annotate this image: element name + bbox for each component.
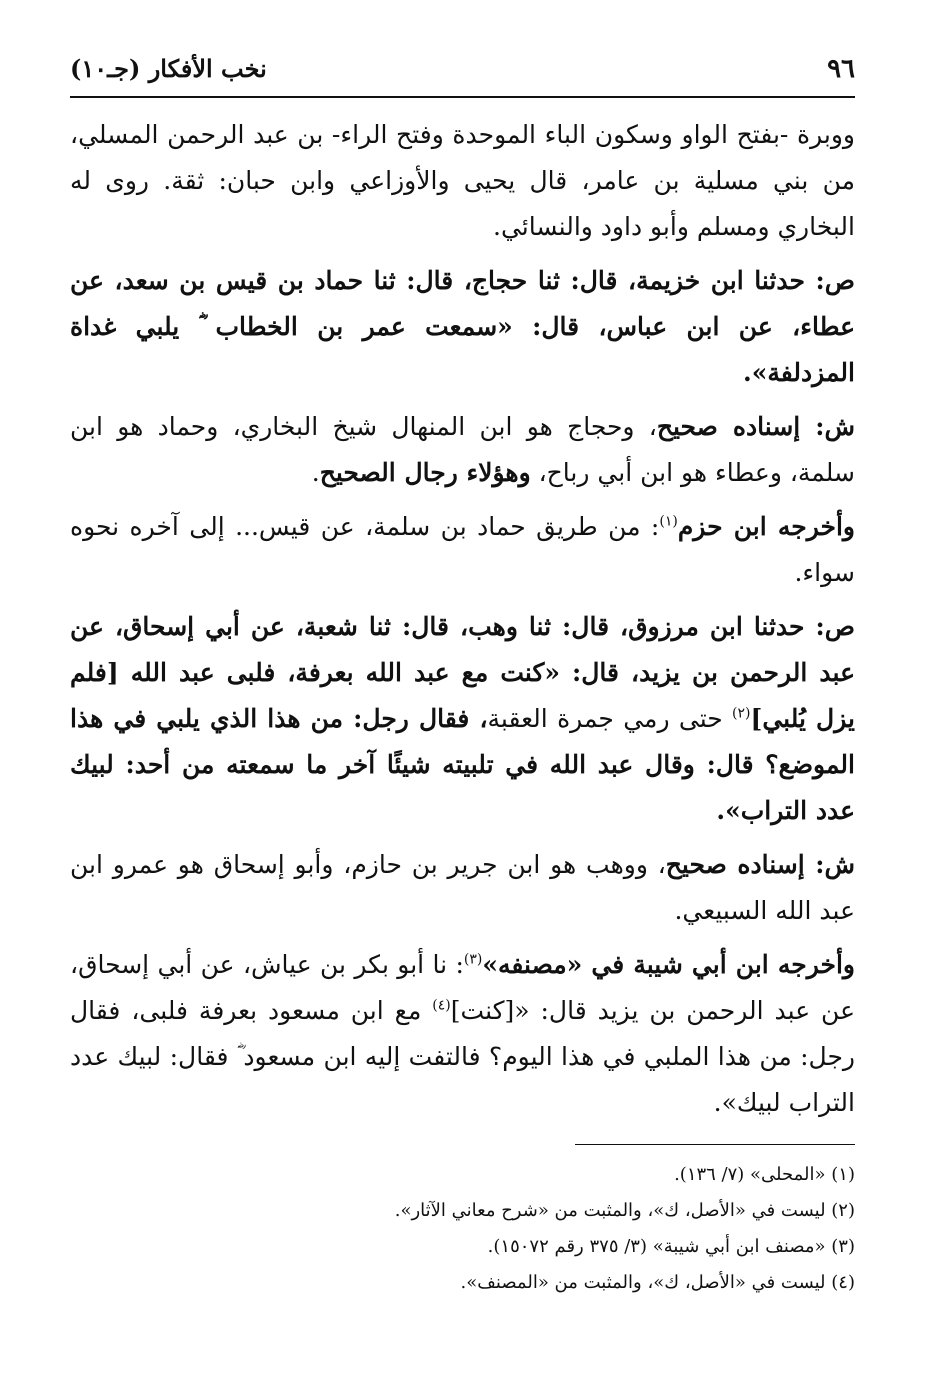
paragraph-hadith-1: ص: حدثنا ابن خزيمة، قال: ثنا حجاج، قال: ثنا حماد بن قيس بن سعد، عن عطاء، عن ابن عباس، قال: «سمعت عمر بن الخطاب ؓ يلبي غداة المزدلفة». <box>70 266 855 387</box>
takhrij-lead: وأخرجه ابن حزم <box>677 512 855 541</box>
footnote-separator <box>575 1144 855 1145</box>
page-number: ٩٦ <box>827 54 855 84</box>
commentary-end: . <box>311 458 320 487</box>
paragraph-takhrij-2 <box>70 942 855 1126</box>
footnote-4: (٤) ليست في «الأصل، ك»، والمثبت من «المصنف». <box>460 1272 855 1293</box>
takhrij-2-text: مع ابن مسعود بعرفة فلبى، فقال رجل: من هذا الملبي في هذا اليوم؟ فالتفت إليه ابن مسعود ؓ فقال: لبيك عدد التراب لبيك». <box>70 996 855 1117</box>
takhrij-2-lead: وأخرجه ابن أبي شيبة في «مصنفه» <box>482 950 855 979</box>
paragraph-hadith-2 <box>70 604 855 834</box>
commentary-2-lead: ش: إسناده صحيح <box>665 850 855 879</box>
book-page <box>70 54 855 1361</box>
hadith-2-part-b: ، فقال رجل: من هذا الذي يلبي في هذا الموضع؟ قال: وقال عبد الله في تلبيته شيئًا آخر ما سمعته من أحد: لبيك عدد التراب». <box>70 704 855 825</box>
takhrij-2-mid: : نا أبو بكر بن عياش، عن أبي إسحاق، عن عبد الرحمن بن يزيد قال: «[كنت] <box>70 950 855 1025</box>
paragraph-narrator-note: ووبرة -بفتح الواو وسكون الباء الموحدة وفتح الراء- بن عبد الرحمن المسلي، من بني مسلية بن عامر، قال يحيى والأوزاعي وابن حبان: ثقة. روى له البخاري ومسلم وأبو داود والنسائي. <box>70 120 855 241</box>
paragraph-takhrij-1 <box>70 504 855 596</box>
page-body <box>70 112 855 1126</box>
footnote-1: (١) «المحلى» (٧/ ١٣٦). <box>674 1164 855 1185</box>
paragraph-commentary-2 <box>70 842 855 934</box>
footnote-ref-1: (١) <box>659 513 678 530</box>
commentary-2-text: ، ووهب هو ابن جرير بن حازم، وأبو إسحاق هو عمرو ابن عبد الله السبيعي. <box>70 850 855 925</box>
takhrij-text: : من طريق حماد بن سلمة، عن قيس... إلى آخره نحوه سواء. <box>70 512 855 587</box>
footnote-3: (٣) «مصنف ابن أبي شيبة» (٣/ ٣٧٥ رقم ١٥٠٧٢). <box>487 1236 855 1257</box>
page-header <box>70 54 855 98</box>
paragraph-commentary-1 <box>70 404 855 496</box>
hadith-2-plain: حتى رمي جمرة العقبة <box>487 704 733 733</box>
footnotes <box>70 1157 855 1301</box>
running-title: نخب الأفكار (جـ١٠) <box>70 54 267 83</box>
commentary-lead: ش: إسناده صحيح <box>656 412 855 441</box>
commentary-text: ، وحجاج هو ابن المنهال شيخ البخاري، وحماد هو ابن سلمة، وعطاء هو ابن أبي رباح، <box>70 412 855 487</box>
footnote-ref-3: (٣) <box>463 951 483 968</box>
footnote-2: (٢) ليست في «الأصل، ك»، والمثبت من «شرح معاني الآثار». <box>394 1200 855 1221</box>
hadith-2-part-a: ص: حدثنا ابن مرزوق، قال: ثنا وهب، قال: ثنا شعبة، عن أبي إسحاق، عن عبد الرحمن بن يزيد، قال: «كنت مع عبد الله بعرفة، فلبى عبد الله [فلم يزل يُلبي] <box>70 612 855 733</box>
footnote-ref-4: (٤) <box>432 997 451 1014</box>
footnote-ref-2: (٢) <box>732 705 751 722</box>
commentary-emphasis: وهؤلاء رجال الصحيح <box>319 458 531 487</box>
